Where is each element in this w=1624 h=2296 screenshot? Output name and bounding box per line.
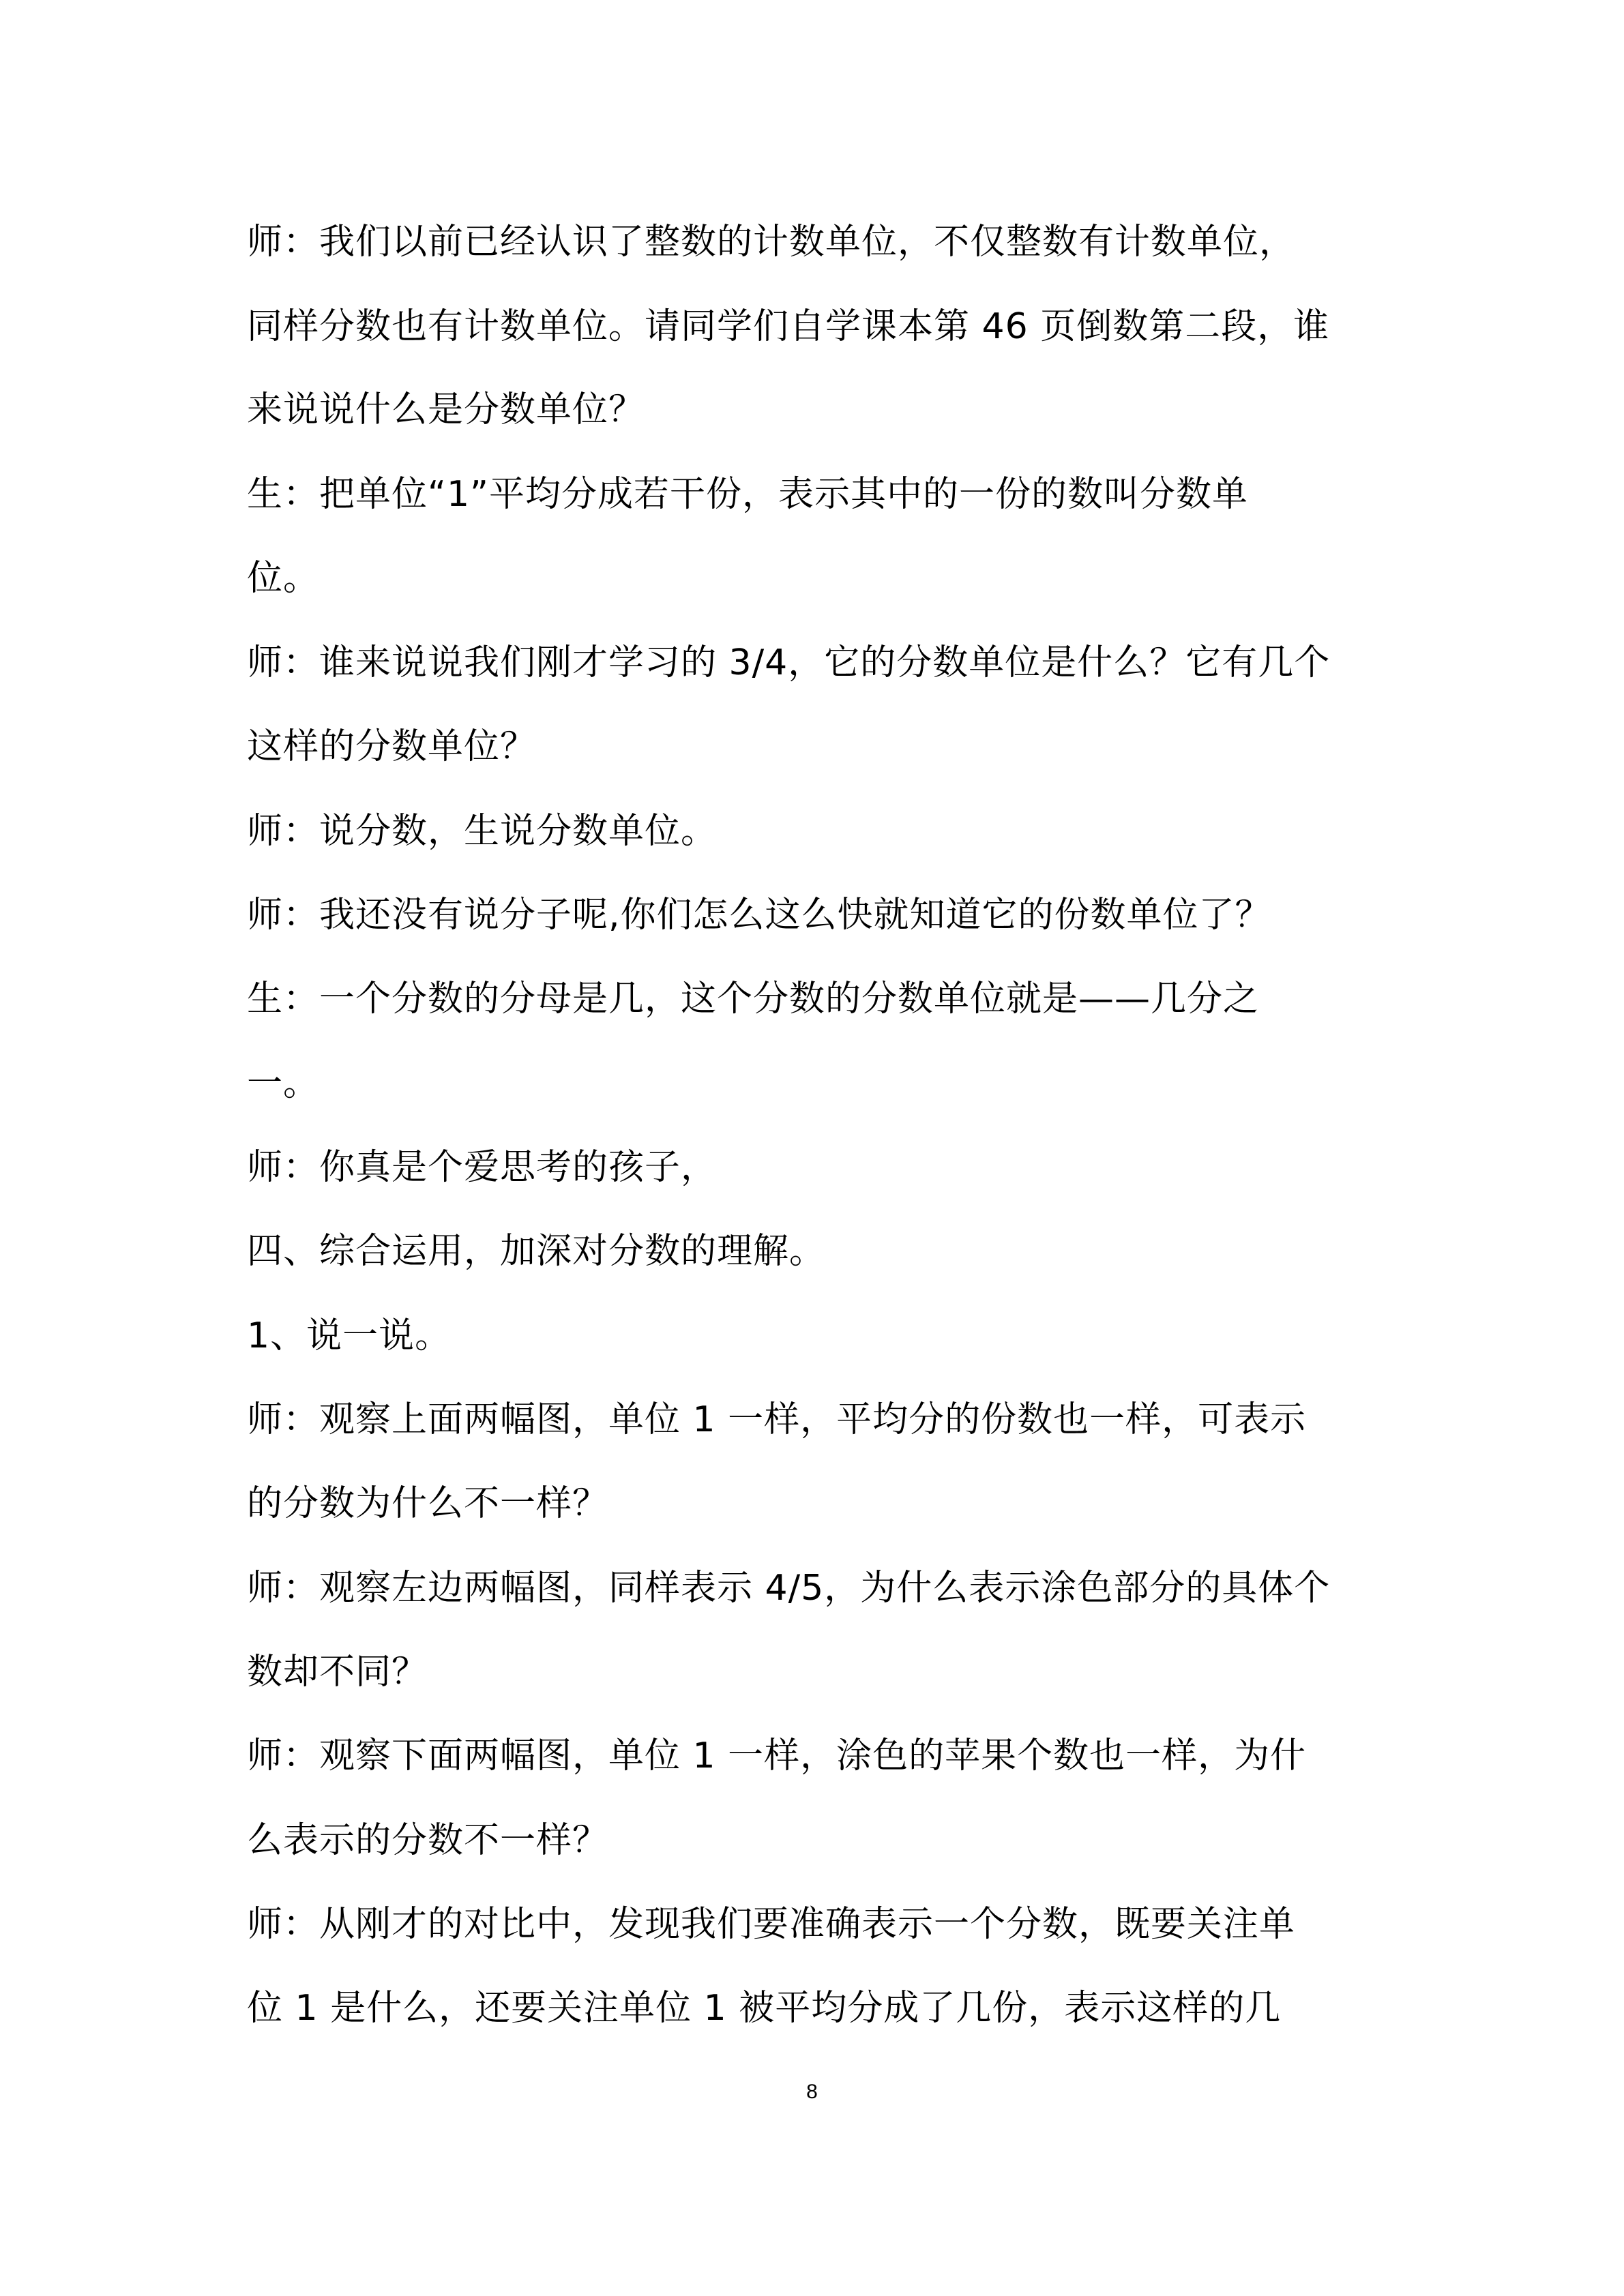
text-line: 师：从刚才的对比中，发现我们要准确表示一个分数，既要关注单 [247, 1904, 1296, 1945]
text-line: 这样的分数单位？ [247, 726, 537, 767]
text-line: 位。 [247, 558, 320, 599]
text-line: 师：观察下面两幅图，单位 1 一样，涂色的苹果个数也一样，为什 [247, 1735, 1307, 1776]
text-line: 来说说什么是分数单位？ [247, 389, 645, 430]
text-line: 同样分数也有计数单位。请同学们自学课本第 46 页倒数第二段，谁 [247, 306, 1330, 347]
text-line: 一。 [247, 1063, 320, 1104]
text-line: 师：观察上面两幅图，单位 1 一样，平均分的份数也一样，可表示 [247, 1399, 1307, 1440]
text-line: 师：说分数，生说分数单位。 [247, 811, 718, 852]
text-line: 生：把单位“1”平均分成若干份，表示其中的一份的数叫分数单 [247, 474, 1248, 515]
text-line: 师：我们以前已经认识了整数的计数单位，不仅整数有计数单位， [247, 222, 1296, 263]
text-line: 师：谁来说说我们刚才学习的 3/4，它的分数单位是什么？它有几个 [247, 642, 1331, 683]
text-line: 么表示的分数不一样？ [247, 1820, 609, 1861]
text-line: 数却不同？ [247, 1652, 428, 1693]
section-heading: 四、综合运用，加深对分数的理解。 [247, 1231, 826, 1272]
text-line: 师：你真是个爱思考的孩子， [247, 1147, 718, 1188]
text-line: 位 1 是什么，还要关注单位 1 被平均分成了几份，表示这样的几 [247, 1988, 1282, 2029]
text-line: 师：我还没有说分子呢,你们怎么这么快就知道它的份数单位了？ [247, 895, 1271, 936]
text-line: 生：一个分数的分母是几，这个分数的分数单位就是——几分之 [247, 979, 1260, 1019]
page-number: 8 [806, 2081, 818, 2103]
text-line: 师：观察左边两幅图，同样表示 4/5，为什么表示涂色部分的具体个 [247, 1568, 1331, 1609]
text-line: 的分数为什么不一样？ [247, 1483, 609, 1524]
subsection-heading: 1、说一说。 [247, 1315, 452, 1356]
